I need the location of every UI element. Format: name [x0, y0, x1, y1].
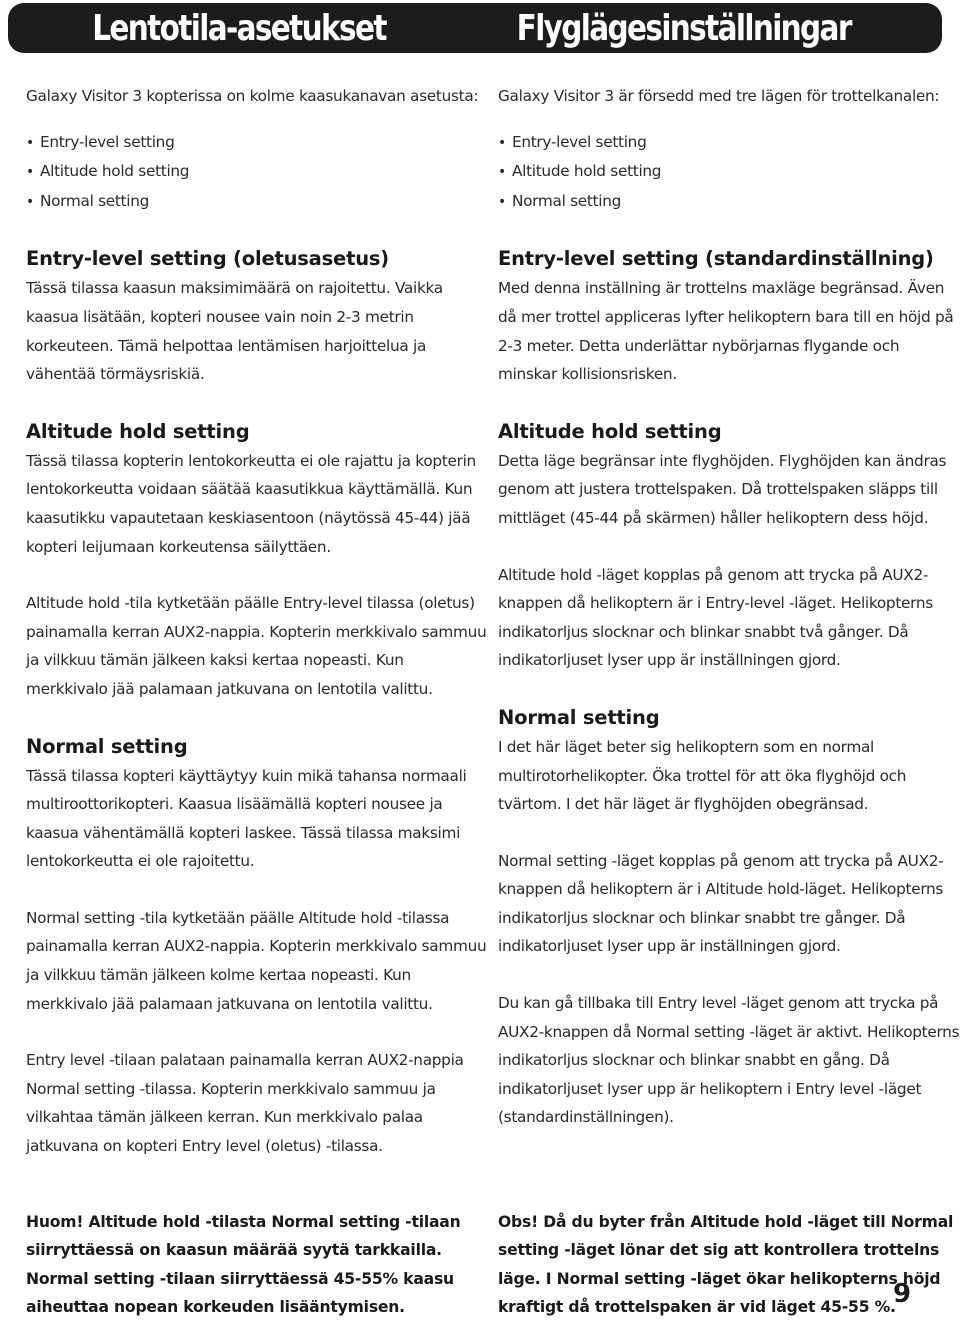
finnish-column — [26, 82, 488, 1161]
page-number: 9 — [893, 1279, 912, 1309]
normal-setting-text: Tässä tilassa kopteri käyttäytyy kuin mikä tahansa normaali multiroottorikopteri. Kaasua lisäämällä kopteri nousee ja kaasua vähentämällä kopteri laskee. Tässä tilassa maksimi lentokorkeutta ei ole rajoitettu. — [26, 766, 467, 871]
entry-level-text: Med denna inställning är trottelns maxläge begränsad. Även då mer trottel appliceras lyfter helikoptern bara till en höjd på 2-3 meter. Detta underlättar nybörjarnas flygande och minskar kollisionsrisken. — [498, 279, 954, 384]
list-item: • Normal setting — [26, 187, 488, 217]
swedish-column — [498, 82, 960, 1132]
list-item: • Normal setting — [498, 187, 960, 217]
setting-list — [26, 128, 488, 217]
altitude-hold-text: Tässä tilassa kopterin lentokorkeutta ei ole rajattu ja kopterin lentokorkeutta voidaan säätää kaasutikkua käyttämällä. Kun kaasutikku vapautetaan keskiasentoon (näytössä 45-44) jää kopteri leijumaan korkeutensa säilyttäen. — [26, 451, 476, 556]
normal-setting-activation-text: Normal setting -tila kytketään päälle Altitude hold -tilassa painamalla kerran AUX2-nappia. Kopterin merkkivalo sammuu ja vilkkuu tämän jälkeen kolme kertaa nopeasti. Kun merkkivalo jää palamaan jatkuvana on lentotila valittu. — [26, 908, 487, 1013]
warning-note-swedish: Obs! Då du byter från Altitude hold -läget till Normal setting -läget lönar det sig att kontrollera trottelns läge. I Normal setting -läget ökar helikopterns höjd kraftigt då trottelspaken är vid läget 45-55 %. — [498, 1212, 954, 1317]
altitude-hold-heading: Altitude hold setting — [498, 419, 722, 443]
warning-note-finnish: Huom! Altitude hold -tilasta Normal setting -tilaan siirryttäessä on kaasun määrää syytä tarkkailla. Normal setting -tilaan siirryttäessä 45-55% kaasu aiheuttaa nopean korkeuden lisääntymisen. — [26, 1212, 461, 1317]
altitude-hold-activation-text: Altitude hold -läget kopplas på genom att trycka på AUX2-knappen då helikoptern är i Entry-level -läget. Helikopterns indikatorljus slocknar och blinkar snabbt två gånger. Då indikatorljuset lyser upp är inställningen gjord. — [498, 565, 933, 670]
normal-setting-text: I det här läget beter sig helikoptern som en normal multirotorhelikopter. Öka trottel för att öka flyghöjd och tvärtom. I det här läget är flyghöjden obegränsad. — [498, 737, 907, 814]
list-item: • Entry-level setting — [26, 128, 488, 158]
list-item: • Entry-level setting — [498, 128, 960, 158]
entry-level-return-text: Entry level -tilaan palataan painamalla kerran AUX2-nappia Normal setting -tilassa. Kopterin merkkivalo sammuu ja vilkahtaa tämän jälkeen kerran. Kun merkkivalo palaa jatkuvana on kopteri Entry level (oletus) -tilassa. — [26, 1051, 464, 1156]
intro-text: Galaxy Visitor 3 är försedd med tre lägen för trottelkanalen: — [498, 87, 940, 105]
title-swedish: Flyglägesinställningar — [516, 7, 851, 49]
entry-level-heading: Entry-level setting (standardinställning) — [498, 247, 934, 271]
altitude-hold-activation-text: Altitude hold -tila kytketään päälle Entry-level tilassa (oletus) painamalla kerran AUX2-nappia. Kopterin merkkivalo sammuu ja vilkkuu tämän jälkeen kaksi kertaa nopeasti. Kun merkkivalo jää palamaan jatkuvana on lentotila valittu. — [26, 594, 487, 698]
intro-text: Galaxy Visitor 3 kopterissa on kolme kaasukanavan asetusta: — [26, 87, 479, 105]
title-finnish: Lentotila-asetukset — [92, 7, 386, 49]
entry-level-heading: Entry-level setting (oletusasetus) — [26, 247, 389, 271]
altitude-hold-heading: Altitude hold setting — [26, 419, 250, 443]
normal-setting-heading: Normal setting — [498, 705, 660, 729]
normal-setting-heading: Normal setting — [26, 734, 188, 758]
header-banner — [8, 3, 942, 53]
list-item: • Altitude hold setting — [26, 157, 488, 187]
list-item: • Altitude hold setting — [498, 157, 960, 187]
entry-level-text: Tässä tilassa kaasun maksimimäärä on rajoitettu. Vaikka kaasua lisätään, kopteri nousee vain noin 2-3 metrin korkeuteen. Tämä helpottaa lentämisen harjoittelua ja vähentää törmäysriskiä. — [26, 279, 443, 384]
altitude-hold-text: Detta läge begränsar inte flyghöjden. Flyghöjden kan ändras genom att justera trottelspaken. Då trottelspaken släpps till mittläget (45-44 på skärmen) håller helikoptern dess höjd. — [498, 451, 947, 527]
normal-setting-activation-text: Normal setting -läget kopplas på genom att trycka på AUX2-knappen då helikoptern är i Altitude hold-läget. Helikopterns indikatorljus slocknar och blinkar snabbt tre gånger. Då indikatorljuset lyser upp är inställningen gjord. — [498, 851, 944, 956]
entry-level-return-text: Du kan gå tillbaka till Entry level -läget genom att trycka på AUX2-knappen då Normal setting -läget är aktivt. Helikopterns indikatorljus slocknar och blinkar snabbt en gång. Då indikatorljuset lyser upp är helikoptern i Entry level -läget (standardinställningen). — [498, 994, 960, 1127]
setting-list — [498, 128, 960, 217]
